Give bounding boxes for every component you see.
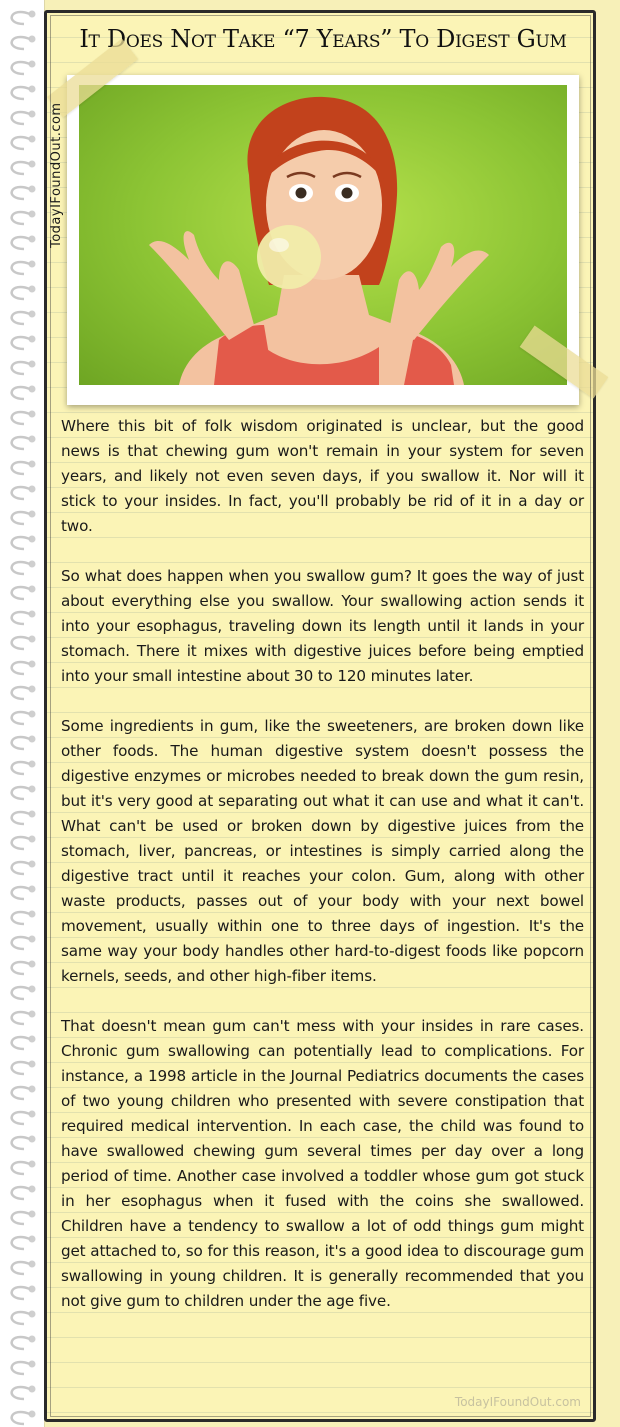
spiral-ring: [12, 937, 30, 949]
article-body: [61, 414, 584, 1339]
spiral-ring: [12, 12, 30, 24]
spiral-ring: [12, 437, 30, 449]
spiral-ring: [12, 762, 30, 774]
paragraph-2: So what does happen when you swallow gum? It goes the way of just about everything else you swallow. Your swallowing action sends it into your esophagus, traveling down its length until it lands in your stomach. There it mixes with digestive juices before being emptied into your small intestine about 30 to 120 minutes later.: [61, 567, 584, 685]
paragraph-4: That doesn't mean gum can't mess with your insides in rare cases. Chronic gum swallowing can potentially lead to complications. For instance, a 1998 article in the Journal Pediatrics documents the cases of two young children who presented with severe constipation that required medical intervention. In each case, the child was found to have swallowed chewing gum several times per day over a long period of time. Another case involved a toddler whose gum got stuck in her esophagus when it fused with the coins she swallowed. Children have a tendency to swallow a lot of odd things gum might get attached to, so for this reason, it's a good idea to discourage gum swallowing in young children. It is generally recommended that you not give gum to children under the age five.: [61, 1017, 584, 1310]
spiral-ring: [12, 862, 30, 874]
spiral-ring: [12, 712, 30, 724]
spiral-ring: [12, 1237, 30, 1249]
spiral-ring: [12, 137, 30, 149]
spiral-ring: [12, 1337, 30, 1349]
spiral-ring: [12, 962, 30, 974]
spiral-ring: [12, 562, 30, 574]
spiral-ring: [12, 1212, 30, 1224]
spiral-ring: [12, 262, 30, 274]
spiral-ring: [12, 1312, 30, 1324]
spiral-ring: [12, 1262, 30, 1274]
spiral-ring: [12, 412, 30, 424]
photo-credit-vertical: TodayIFoundOut.com: [49, 102, 64, 248]
spiral-ring: [12, 1412, 30, 1424]
footer-credit: TodayIFoundOut.com: [454, 1395, 581, 1409]
spiral-ring: [12, 1387, 30, 1399]
spiral-ring: [12, 62, 30, 74]
spiral-ring: [12, 362, 30, 374]
spiral-ring: [12, 837, 30, 849]
spiral-ring: [12, 112, 30, 124]
spiral-ring: [12, 1087, 30, 1099]
spiral-ring: [12, 187, 30, 199]
spiral-ring: [12, 587, 30, 599]
spiral-ring: [12, 162, 30, 174]
spiral-ring: [12, 687, 30, 699]
spiral-ring: [12, 1012, 30, 1024]
paragraph-3: Some ingredients in gum, like the sweeteners, are broken down like other foods. The human digestive system doesn't possess the digestive enzymes or microbes needed to break down the gum resin, but it's very good at separating out what it can use and what it can't. What can't be used or broken down by digestive juices from the stomach, liver, pancreas, or intestines is simply carried along the digestive tract until it reaches your colon. Gum, along with other waste products, passes out of your body with your next bowel movement, usually within one to three days of ingestion. It's the same way your body handles other hard-to-digest foods like popcorn kernels, seeds, and other high-fiber items.: [61, 717, 584, 985]
spiral-ring: [12, 287, 30, 299]
woman-blowing-bubble-gum-icon: [79, 85, 567, 385]
spiral-ring: [12, 1187, 30, 1199]
spiral-ring: [12, 1362, 30, 1374]
spiral-ring: [12, 237, 30, 249]
paragraph-1: Where this bit of folk wisdom originated is unclear, but the good news is that chewing gum won't remain in your system for seven years, and likely not even seven days, if you swallow it. Nor will it stick to your insides. In fact, you'll probably be rid of it in a day or two.: [61, 417, 584, 535]
spiral-ring: [12, 512, 30, 524]
spiral-ring: [12, 1287, 30, 1299]
spiral-binding: [0, 0, 45, 1427]
spiral-ring: [12, 1037, 30, 1049]
spiral-ring: [12, 1112, 30, 1124]
page-title: It Does Not Take “7 Years” To Digest Gum: [79, 25, 567, 53]
spiral-ring: [12, 212, 30, 224]
spiral-ring: [12, 1162, 30, 1174]
spiral-ring: [12, 312, 30, 324]
spiral-ring: [12, 87, 30, 99]
spiral-ring: [12, 912, 30, 924]
spiral-ring: [12, 812, 30, 824]
spiral-ring: [12, 337, 30, 349]
spiral-ring: [12, 462, 30, 474]
spiral-ring: [12, 887, 30, 899]
spiral-rings: [0, 0, 44, 1427]
spiral-ring: [12, 787, 30, 799]
spiral-ring: [12, 487, 30, 499]
bubble-gum-photo: [79, 85, 567, 385]
spiral-ring: [12, 737, 30, 749]
spiral-ring: [12, 1137, 30, 1149]
photo-frame: [67, 75, 579, 405]
spiral-ring: [12, 662, 30, 674]
spiral-ring: [12, 1062, 30, 1074]
spiral-ring: [12, 37, 30, 49]
spiral-ring: [12, 612, 30, 624]
spiral-ring: [12, 537, 30, 549]
spiral-ring: [12, 637, 30, 649]
spiral-ring: [12, 387, 30, 399]
spiral-ring: [12, 987, 30, 999]
notebook-paper: [44, 10, 596, 1422]
